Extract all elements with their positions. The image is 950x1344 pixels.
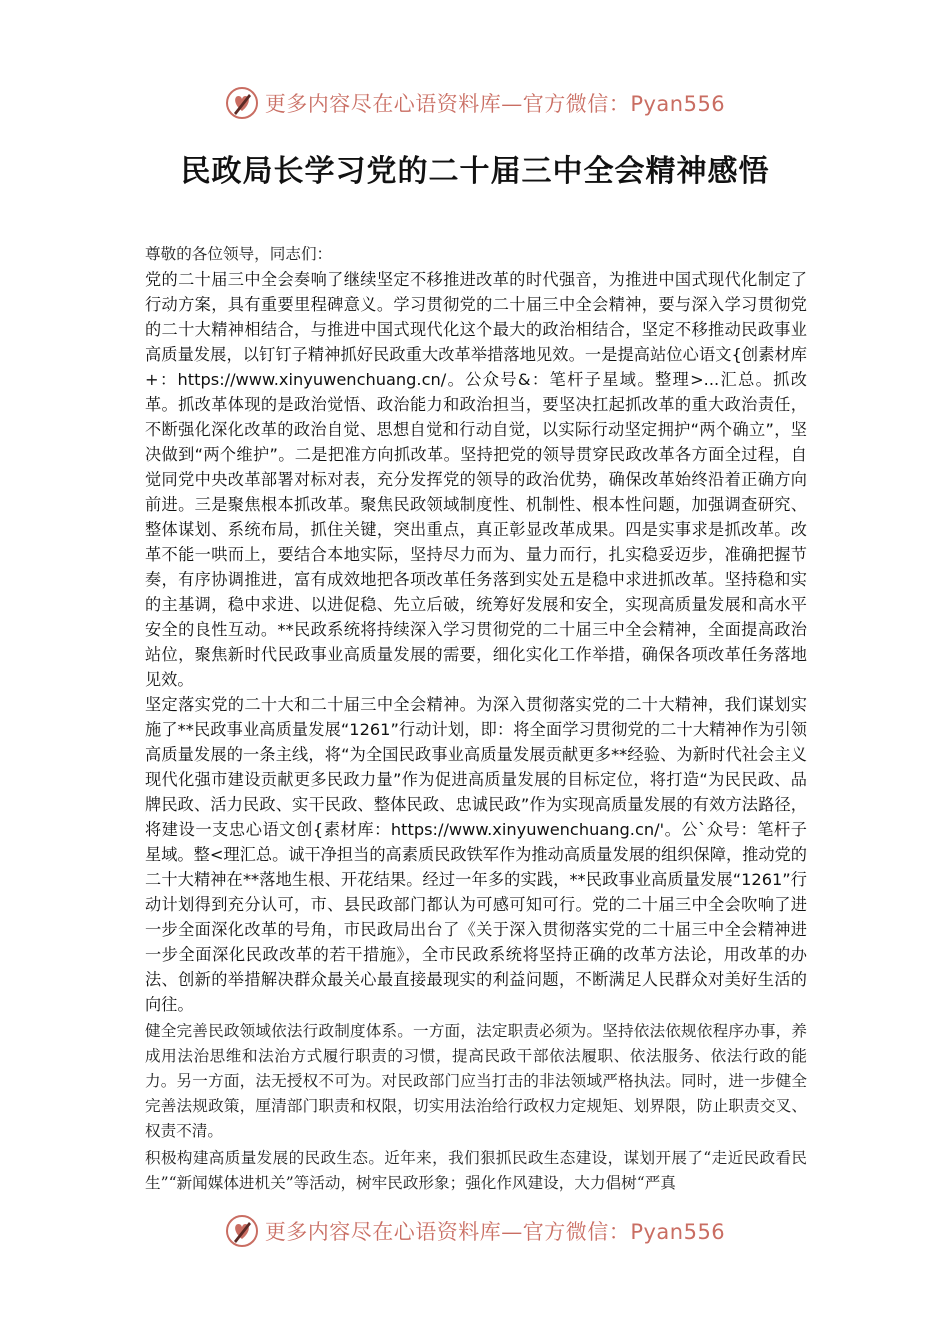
watermark-id: Pyan556 (630, 92, 726, 116)
watermark-text: 更多内容尽在心语资料库—官方微信：Pyan556 (264, 1220, 726, 1244)
heart-pen-logo-icon (225, 86, 259, 120)
heart-pen-logo-icon (225, 1214, 259, 1248)
paragraph-2: 坚定落实党的二十大和二十届三中全会精神。为深入贯彻落实党的二十大精神，我们谋划实施了**民政事业高质量发展“1261”行动计划，即：将全面学习贯彻党的二十大精神作为引领高质量发展的一条主线，将“为全国民政事业高质量发展贡献更多**经验、为新时代社会主义现代化强市建设贡献更多民政力量”作为促进高质量发展的目标定位，将打造“为民民政、品牌民政、活力民政、实干民政、整体民政、忠诚民政”作为实现高质量发展的有效方法路径，将建设一支忠心语文创{素材库：https://www.xinyuwenchuang.cn/'。公`众号：笔杆子星域。整<理汇总。诚干净担当的高素质民政铁军作为推动高质量发展的组织保障，推动党的二十大精神在**落地生根、开花结果。经过一年多的实践，**民政事业高质量发展“1261”行动计划得到充分认可，市、县民政部门都认为可感可知可行。党的二十届三中全会吹响了进一步全面深化改革的号角，市民政局出台了《关于深入贯彻落实党的二十届三中全会精神进一步全面深化民政改革的若干措施》，全市民政系统将坚持正确的改革方法论，用改革的办法、创新的举措解决群众最关心最直接最现实的利益问题，不断满足人民群众对美好生活的向往。 (145, 695, 807, 1014)
salutation: 尊敬的各位领导，同志们： (145, 245, 333, 263)
document-body (145, 242, 807, 1196)
paragraph-3: 健全完善民政领域依法行政制度体系。一方面，法定职责必须为。坚持依法依规依程序办事，养成用法治思维和法治方式履行职责的习惯，提高民政干部依法履职、依法服务、依法行政的能力。另一方面，法无授权不可为。对民政部门应当打击的非法领域严格执法。同时，进一步健全完善法规政策，厘清部门职责和权限，切实用法治给行政权力定规矩、划界限，防止职责交叉、权责不清。 (145, 1022, 807, 1140)
paragraph-1: 党的二十届三中全会奏响了继续坚定不移推进改革的时代强音，为推进中国式现代化制定了行动方案，具有重要里程碑意义。学习贯彻党的二十届三中全会精神，要与深入学习贯彻党的二十大精神相结合，与推进中国式现代化这个最大的政治相结合，坚定不移推动民政事业高质量发展，以钉钉子精神抓好民政重大改革举措落地见效。一是提高站位心语文{创素材库+：https://www.xinyuwenchuang.cn/。公众号&：笔杆子星域。整理>...汇总。抓改革。抓改革体现的是政治觉悟、政治能力和政治担当，要坚决扛起抓改革的重大政治责任，不断强化深化改革的政治自觉、思想自觉和行动自觉，以实际行动坚定拥护“两个确立”，坚决做到“两个维护”。二是把准方向抓改革。坚持把党的领导贯穿民政改革各方面全过程，自觉同党中央改革部署对标对表，充分发挥党的领导的政治优势，确保改革始终沿着正确方向前进。三是聚焦根本抓改革。聚焦民政领域制度性、机制性、根本性问题，加强调查研究、整体谋划、系统布局，抓住关键，突出重点，真正彰显改革成果。四是实事求是抓改革。改革不能一哄而上，要结合本地实际，坚持尽力而为、量力而行，扎实稳妥迈步，准确把握节奏，有序协调推进，富有成效地把各项改革任务落到实处五是稳中求进抓改革。坚持稳和实的主基调，稳中求进、以进促稳、先立后破，统筹好发展和安全，实现高质量发展和高水平安全的良性互动。**民政系统将持续深入学习贯彻党的二十届三中全会精神，全面提高政治站位，聚焦新时代民政事业高质量发展的需要，细化实化工作举措，确保各项改革任务落地见效。 (145, 270, 807, 689)
watermark-id: Pyan556 (630, 1220, 726, 1244)
document-title: 民政局长学习党的二十届三中全会精神感悟 (180, 154, 770, 189)
watermark-text: 更多内容尽在心语资料库—官方微信：Pyan556 (264, 92, 726, 116)
paragraph-4: 积极构建高质量发展的民政生态。近年来，我们狠抓民政生态建设，谋划开展了“走近民政看民生”“新闻媒体进机关”等活动，树牢民政形象；强化作风建设，大力倡树“严真 (145, 1149, 807, 1192)
watermark-banner-top (0, 82, 950, 124)
watermark-banner-bottom (0, 1210, 950, 1252)
